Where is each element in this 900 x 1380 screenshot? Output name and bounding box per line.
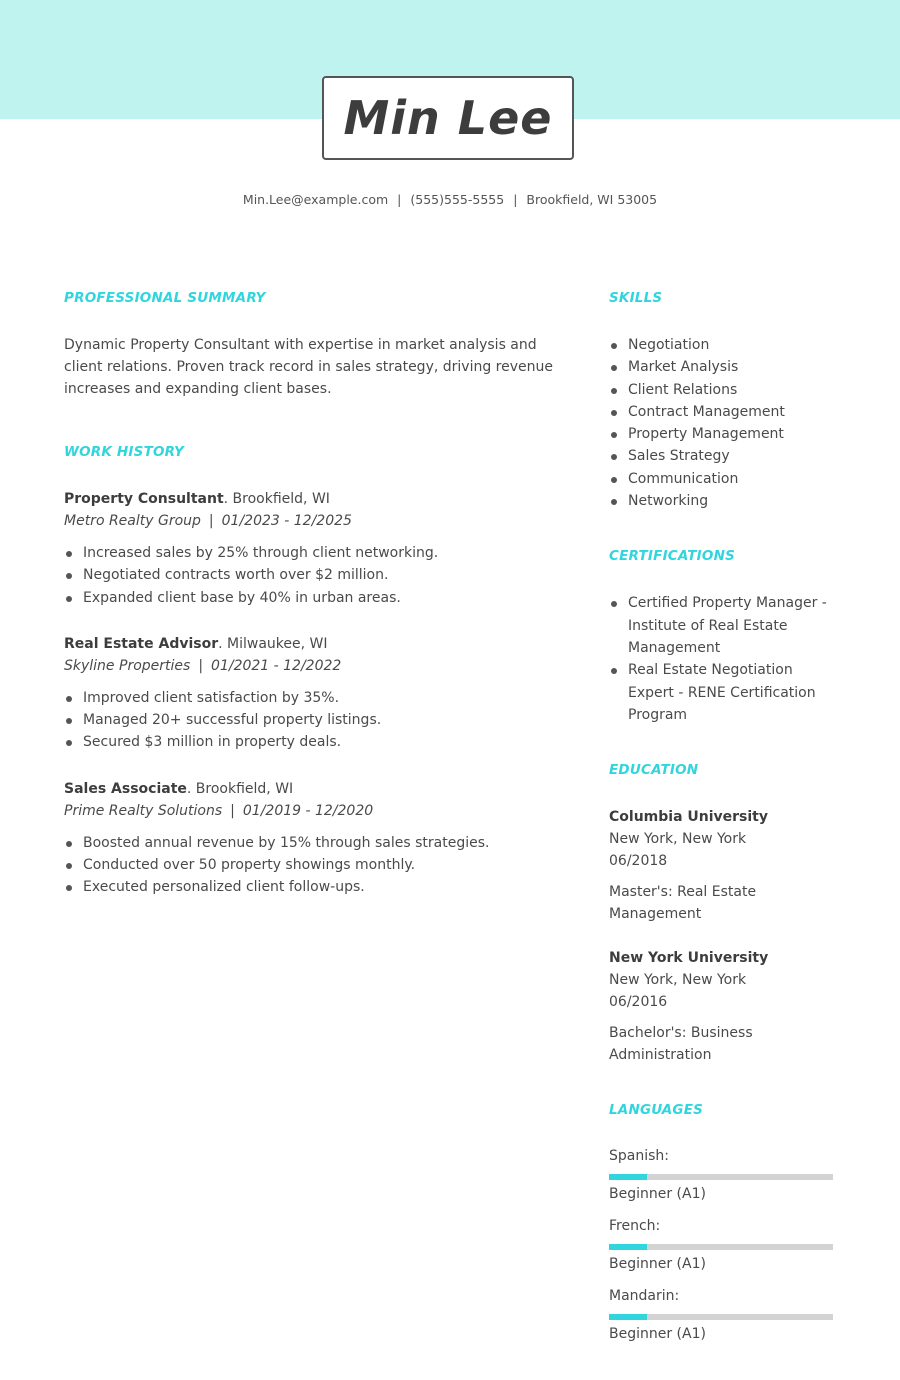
job-title-line	[64, 778, 564, 800]
summary-heading: PROFESSIONAL SUMMARY	[64, 290, 266, 306]
job-title-line	[64, 633, 564, 655]
education-entry	[609, 947, 839, 1066]
skill-item: Networking	[609, 490, 839, 512]
certifications-heading: CERTIFICATIONS	[609, 548, 735, 565]
certifications-list	[609, 592, 839, 726]
job-dates: 01/2021 - 12/2022	[211, 657, 342, 674]
summary-text: Dynamic Property Consultant with expertise in market analysis and client relations. Proven track record in sales strategy, driving revenue increases and expanding client bases.	[64, 337, 553, 397]
skill-item: Sales Strategy	[609, 445, 839, 467]
job-dates: 01/2019 - 12/2020	[242, 802, 374, 819]
contact-phone: (555)555-5555	[410, 192, 505, 207]
certification-item: Real Estate Negotiation Expert - RENE Certification Program	[609, 659, 839, 726]
job-meta-separator: |	[198, 657, 204, 674]
language-entry	[609, 1146, 839, 1204]
certification-item: Certified Property Manager - Institute of Real Estate Management	[609, 592, 839, 659]
language-name: Mandarin:	[609, 1288, 680, 1305]
language-level: Beginner (A1)	[609, 1326, 706, 1343]
job-company: Prime Realty Solutions	[64, 802, 223, 819]
skill-item: Negotiation	[609, 334, 839, 356]
job-bullets	[64, 542, 564, 609]
language-name: Spanish:	[609, 1148, 669, 1165]
language-entry	[609, 1216, 839, 1274]
job-bullet: Improved client satisfaction by 35%.	[64, 687, 564, 709]
education-school: Columbia University	[609, 809, 768, 826]
skills-list	[609, 334, 839, 512]
job-dates: 01/2023 - 12/2025	[221, 513, 352, 529]
job-meta	[64, 510, 564, 532]
job-location: . Brookfield, WI	[223, 491, 330, 507]
language-proficiency-bar	[609, 1314, 833, 1320]
skill-item: Client Relations	[609, 379, 839, 401]
job-bullet: Secured $3 million in property deals.	[64, 731, 564, 753]
job-bullets	[64, 687, 564, 754]
language-level: Beginner (A1)	[609, 1186, 706, 1203]
certifications-section	[609, 548, 839, 726]
job-company: Skyline Properties	[64, 657, 191, 674]
skills-section	[609, 290, 839, 512]
job-bullet: Managed 20+ successful property listings.	[64, 709, 564, 731]
job-location: . Milwaukee, WI	[218, 635, 328, 652]
job-title: Property Consultant	[64, 491, 224, 507]
job-bullets	[64, 832, 564, 899]
job-bullet: Conducted over 50 property showings monthly.	[64, 854, 564, 876]
education-location: New York, New York	[609, 831, 747, 848]
skill-item: Contract Management	[609, 401, 839, 423]
contact-email: Min.Lee@example.com	[242, 192, 389, 207]
contact-separator: |	[397, 192, 402, 207]
candidate-name: Min Lee	[343, 91, 553, 145]
skills-heading: SKILLS	[609, 290, 663, 306]
job-entry	[64, 488, 564, 609]
job-title: Sales Associate	[64, 780, 187, 797]
job-meta	[64, 800, 564, 822]
name-box	[322, 76, 574, 160]
education-heading: EDUCATION	[609, 762, 699, 779]
job-location: . Brookfield, WI	[186, 780, 294, 797]
job-bullet: Boosted annual revenue by 15% through sales strategies.	[64, 832, 564, 854]
languages-heading: LANGUAGES	[609, 1102, 704, 1119]
language-entry	[609, 1286, 839, 1344]
language-proficiency-fill	[609, 1314, 647, 1320]
work-history-heading: WORK HISTORY	[64, 444, 184, 460]
job-meta	[64, 655, 564, 677]
language-proficiency-bar	[609, 1174, 833, 1180]
job-bullet: Negotiated contracts worth over $2 million.	[64, 564, 564, 586]
job-meta-separator: |	[208, 513, 214, 529]
main-column	[64, 290, 564, 923]
contact-line	[0, 192, 900, 207]
language-proficiency-fill	[609, 1174, 647, 1180]
language-name: French:	[609, 1218, 661, 1235]
contact-separator: |	[513, 192, 518, 207]
job-title: Real Estate Advisor	[64, 635, 219, 652]
languages-section	[609, 1102, 839, 1344]
skill-item: Communication	[609, 468, 839, 490]
education-school: New York University	[609, 950, 769, 967]
job-entry	[64, 778, 564, 899]
education-degree: Master's: Real Estate Management	[609, 884, 757, 923]
contact-location: Brookfield, WI 53005	[526, 192, 658, 207]
skill-item: Property Management	[609, 423, 839, 445]
language-level: Beginner (A1)	[609, 1256, 706, 1273]
education-location: New York, New York	[609, 972, 747, 989]
education-entry	[609, 806, 839, 925]
education-date: 06/2018	[609, 853, 668, 870]
language-proficiency-fill	[609, 1244, 647, 1250]
job-bullet: Increased sales by 25% through client networking.	[64, 542, 564, 564]
job-title-line	[64, 488, 564, 510]
job-entry	[64, 633, 564, 754]
education-degree: Bachelor's: Business Administration	[609, 1025, 753, 1064]
job-meta-separator: |	[230, 802, 235, 819]
skill-item: Market Analysis	[609, 356, 839, 378]
education-section	[609, 762, 839, 1066]
language-proficiency-bar	[609, 1244, 833, 1250]
job-bullet: Executed personalized client follow-ups.	[64, 876, 564, 898]
job-bullet: Expanded client base by 40% in urban areas.	[64, 587, 564, 609]
education-date: 06/2016	[609, 994, 668, 1011]
job-company: Metro Realty Group	[64, 513, 201, 529]
sidebar-column	[609, 290, 839, 1380]
